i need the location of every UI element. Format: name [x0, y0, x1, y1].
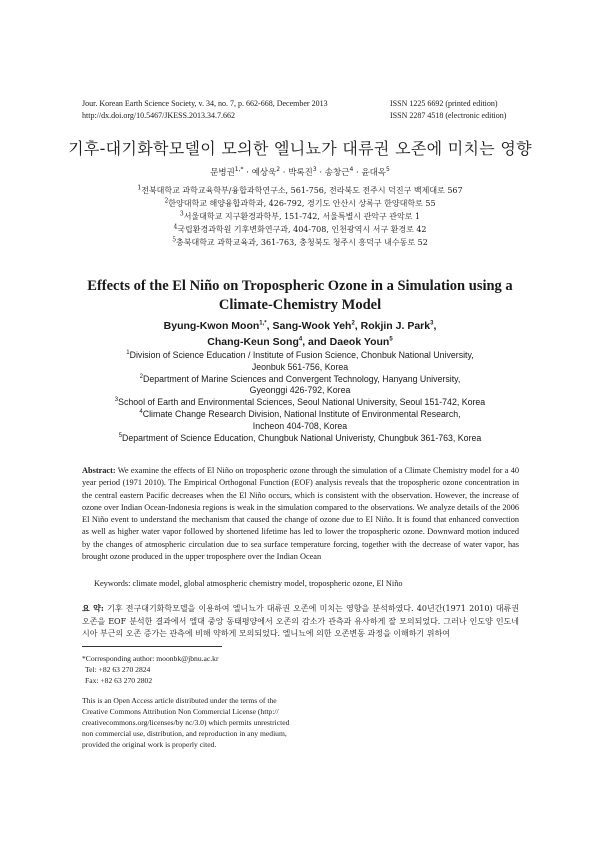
author-name: 윤대옥 — [361, 168, 387, 178]
author-separator: , and — [302, 336, 330, 348]
telephone: Tel: +82 63 270 2824 — [85, 665, 151, 674]
korean-abstract-label: 요 약: — [82, 603, 104, 613]
affiliation-line — [80, 362, 520, 374]
affiliation-text: School of Earth and Environmental Sciences, Seoul National University, Seoul 151-742, Korea — [118, 397, 486, 408]
affiliation-text: Gyeonggi 426-792, Korea — [249, 385, 351, 396]
author-separator: · — [353, 168, 362, 178]
author-separator: , — [433, 320, 437, 332]
correspondence — [82, 653, 219, 686]
author-name: Chang-Keun Song — [207, 336, 299, 348]
affiliation-text: Division of Science Education / Institute of Fusion Science, Chonbuk National University, — [129, 350, 474, 360]
affiliation-line — [80, 385, 520, 397]
author-name: 문병권 — [210, 168, 235, 178]
affiliation-text: Department of Science Education, Chungbuk National Univeristy, Chungbuk 361-763, Korea — [122, 432, 482, 443]
affiliation-mark: 1 — [137, 184, 142, 192]
open-access-line: Creative Commons Attribution Non Commercial License (http:// — [82, 707, 279, 716]
author-separator: · — [316, 168, 325, 178]
affiliation-text: Climate Change Research Division, National Institute of Environmental Research, — [142, 408, 461, 419]
korean-abstract-text: 기후 전구대기화학모델을 이용하여 엘니뇨가 대류권 오존에 미치는 영향을 분석하였다. 40년간(1971 2010) 대류권 오존을 EOF 분석한 결과에서 엘대 중앙 동태평양에서 오존의 감소가 관측과 유사하게 잘 모의되었다. 그러나 인도양 인도네시아 부근의 오존 증가는 관측에 비해 약하게 모의되었다. 엘니뇨에 의한 오존변동 과정을 이해하기 위하여 — [82, 604, 519, 638]
corresponding-email[interactable]: *Corresponding author: moonbk@jbnu.ac.kr — [82, 654, 219, 663]
open-access-line: non commercial use, distribution, and reproduction in any medium, — [82, 729, 287, 738]
author-affiliation-mark: 1,* — [259, 320, 267, 327]
english-authors-line — [0, 318, 600, 334]
author-separator: · — [280, 168, 289, 178]
abstract-text: We examine the effects of El Niño on tropospheric ozone through the simulation of a Climate Chemistry model for a 40 year period (1971 2010). The Empirical Orthogonal Function (EOF) analysis reveals that the tropospheric ozone concentration in the central eastern Pacific decreases when the El Niño occurs, which is consistent with the observation. However, the increase of ozone over Indian Ocean-Indonesia regions is weak in the simulation compared to the observations. We analyze details of the 2006 El Niño event to understand the mechanism that caused the change of ozone due to El Niño. It is found that enhanced convection as well as higher water vapor followed by shortened lifetime has led to lower the tropospheric ozone. Downward motion induced by the changes of atmospheric circulation due to sea surface temperature forcing, together with the decrease of water vapor, has brought ozone produced in the upper troposphere over the Indian Ocean — [82, 466, 519, 562]
journal-citation — [82, 98, 328, 122]
english-title — [0, 277, 600, 315]
author-name: 예상욱 — [251, 168, 277, 178]
author-separator: , — [354, 320, 361, 332]
korean-authors — [0, 166, 600, 178]
author-name: Sang-Wook Yeh — [272, 320, 352, 332]
issn-electronic: ISSN 2287 4518 (electronic edition) — [390, 111, 507, 120]
affiliation-text: Department of Marine Sciences and Convergent Technology, Hanyang University, — [142, 373, 461, 384]
affiliation-mark: 4 — [139, 409, 143, 416]
journal-line: Jour. Korean Earth Science Society, v. 34, no. 7, p. 662-668, December 2013 — [82, 99, 328, 108]
author-affiliation-mark: 3 — [312, 166, 317, 174]
english-authors-line — [0, 334, 600, 350]
korean-abstract — [82, 602, 519, 641]
open-access-notice — [82, 695, 312, 750]
affiliation-line — [80, 236, 520, 249]
affiliation-mark: 4 — [173, 223, 178, 231]
affiliation-mark: 2 — [164, 197, 169, 205]
author-affiliation-mark: 5 — [386, 166, 390, 174]
korean-title: 기후-대기화학모델이 모의한 엘니뇨가 대류권 오존에 미치는 영향 — [68, 139, 532, 158]
open-access-line: provided the original work is properly cited. — [82, 740, 217, 749]
issn-print: ISSN 1225 6692 (printed edition) — [390, 99, 498, 108]
affiliation-mark: 5 — [118, 432, 123, 439]
author-affiliation-mark: 5 — [389, 336, 393, 343]
affiliation-line — [80, 197, 520, 210]
english-title-line: Effects of the El Niño on Tropospheric Ozone in a Simulation using a — [87, 278, 513, 294]
affiliation-line — [80, 350, 520, 362]
author-separator: , — [266, 320, 273, 332]
affiliation-line — [80, 421, 520, 433]
author-affiliation-mark: 4 — [349, 166, 354, 174]
author-name: Daeok Youn — [329, 336, 390, 348]
author-affiliation-mark: 3 — [430, 320, 434, 327]
author-separator: · — [243, 168, 252, 178]
english-affiliations — [80, 350, 520, 444]
korean-affiliations — [80, 184, 520, 249]
affiliation-mark: 1 — [126, 350, 130, 357]
affiliation-line — [80, 433, 520, 445]
affiliation-mark: 3 — [114, 397, 119, 404]
author-name: Rokjin J. Park — [360, 320, 431, 332]
affiliation-text: Jeonbuk 561-756, Korea — [251, 361, 349, 372]
author-name: Byung-Kwon Moon — [163, 320, 260, 332]
affiliation-line — [80, 409, 520, 421]
affiliation-text: 전북대학교 과학교육학부/융합과학연구소, 561-756, 전라북도 전주시 덕진구 백제대로 567 — [141, 186, 463, 195]
affiliation-line — [80, 210, 520, 223]
english-authors — [0, 318, 600, 350]
affiliation-text: 충북대학교 과학교육과, 361-763, 충청북도 청주시 흥덕구 내수동로 52 — [176, 238, 428, 247]
author-affiliation-mark: 1,* — [234, 166, 244, 174]
abstract-label: Abstract: — [82, 466, 116, 475]
footnote-rule — [82, 646, 222, 647]
author-affiliation-mark: 4 — [298, 336, 303, 343]
author-affiliation-mark: 2 — [351, 320, 355, 327]
abstract — [82, 465, 519, 563]
affiliation-line — [80, 397, 520, 409]
author-affiliation-mark: 2 — [276, 166, 281, 174]
affiliation-line — [80, 223, 520, 236]
fax: Fax: +82 63 270 2802 — [85, 676, 153, 685]
affiliation-mark: 2 — [139, 373, 143, 380]
affiliation-text: 국립환경과학원 기후변화연구과, 404-708, 인천광역시 서구 환경로 42 — [177, 225, 427, 234]
affiliation-mark: 3 — [179, 210, 184, 218]
affiliation-line — [80, 374, 520, 386]
affiliation-text: 한양대학교 해양융합과학과, 426-792, 경기도 안산시 상록구 한양대학로 55 — [168, 199, 436, 208]
open-access-line: creativecommons.org/licenses/by nc/3.0) which permits unrestricted — [82, 718, 290, 727]
keywords: Keywords: climate model, global atmospheric chemistry model, tropospheric ozone, El Niño — [94, 579, 403, 588]
english-title-line: Climate-Chemistry Model — [218, 297, 382, 313]
doi-line[interactable]: http://dx.doi.org/10.5467/JKESS.2013.34.7.662 — [82, 111, 235, 120]
affiliation-text: 서울대학교 지구환경과학부, 151-742, 서울특별시 관악구 관악로 1 — [183, 212, 421, 221]
author-name: 송창근 — [324, 168, 350, 178]
affiliation-text: Incheon 404-708, Korea — [252, 420, 348, 431]
open-access-line: This is an Open Access article distributed under the terms of the — [82, 696, 277, 705]
affiliation-line — [80, 184, 520, 197]
issn-block — [390, 98, 506, 122]
author-name: 박록진 — [288, 168, 313, 178]
affiliation-mark: 5 — [172, 236, 177, 244]
